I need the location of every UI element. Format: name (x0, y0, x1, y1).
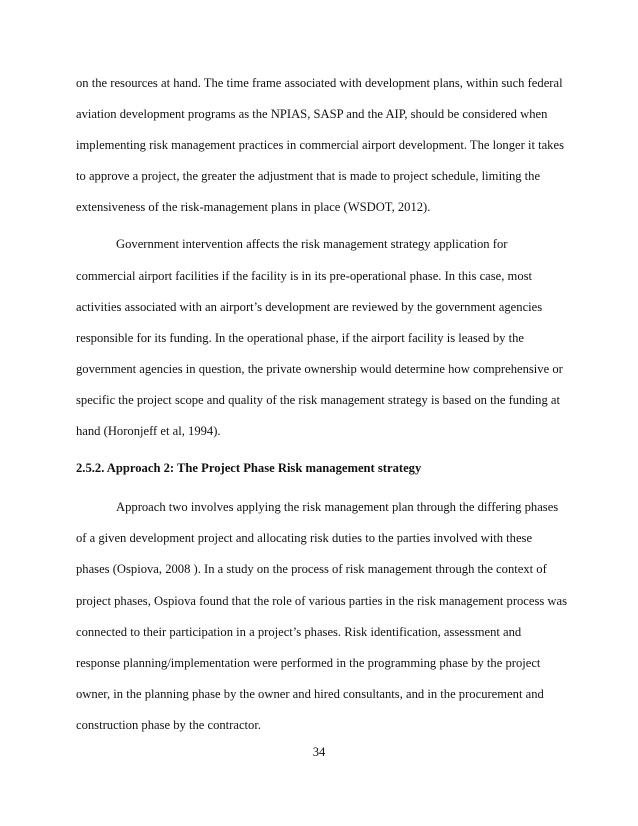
paragraph-line: specific the project scope and quality of the risk management strategy is based on the funding at (76, 392, 561, 407)
section-heading: 2.5.2. Approach 2: The Project Phase Risk management strategy (76, 461, 422, 476)
paragraph-line: Approach two involves applying the risk management plan through the differing phases (116, 500, 559, 515)
paragraph-line: government agencies in question, the private ownership would determine how comprehensive or (76, 361, 563, 376)
paragraph-2 (76, 229, 568, 447)
paragraph-line: connected to their participation in a project’s phases. Risk identification, assessment and (76, 624, 522, 639)
paragraph-line: extensiveness of the risk-management plans in place (WSDOT, 2012). (76, 200, 431, 215)
paragraph-line: construction phase by the contractor. (76, 717, 262, 732)
page-number: 34 (312, 745, 326, 759)
paragraph-line: hand (Horonjeff et al, 1994). (76, 424, 221, 439)
paragraph-line: response planning/implementation were performed in the programming phase by the project (76, 655, 541, 670)
paragraph-line: Government intervention affects the risk management strategy application for (116, 237, 508, 252)
body-text (76, 68, 568, 741)
paragraph-line: phases (Ospiova, 2008 ). In a study on the process of risk management through the context of (76, 562, 547, 577)
paragraph-line: activities associated with an airport’s development are reviewed by the government agencies (76, 299, 543, 314)
paragraph-line: commercial airport facilities if the facility is in its pre-operational phase. In this case, most (76, 268, 533, 283)
paragraph-line: to approve a project, the greater the adjustment that is made to project schedule, limiting the (76, 169, 541, 184)
paragraph-1 (76, 68, 568, 223)
paragraph-line: of a given development project and allocating risk duties to the parties involved with these (76, 531, 533, 546)
paragraph-line: implementing risk management practices in commercial airport development. The longer it takes (76, 138, 564, 153)
paragraph-3 (76, 492, 568, 741)
paragraph-line: project phases, Ospiova found that the role of various parties in the risk management process was (76, 593, 568, 608)
paragraph-line: on the resources at hand. The time frame associated with development plans, within such federal (76, 76, 563, 90)
paragraph-line: owner, in the planning phase by the owner and hired consultants, and in the procurement and (76, 686, 544, 701)
paragraph-line: responsible for its funding. In the operational phase, if the airport facility is leased by the (76, 330, 525, 345)
paragraph-line: aviation development programs as the NPIAS, SASP and the AIP, should be considered when (76, 107, 548, 122)
